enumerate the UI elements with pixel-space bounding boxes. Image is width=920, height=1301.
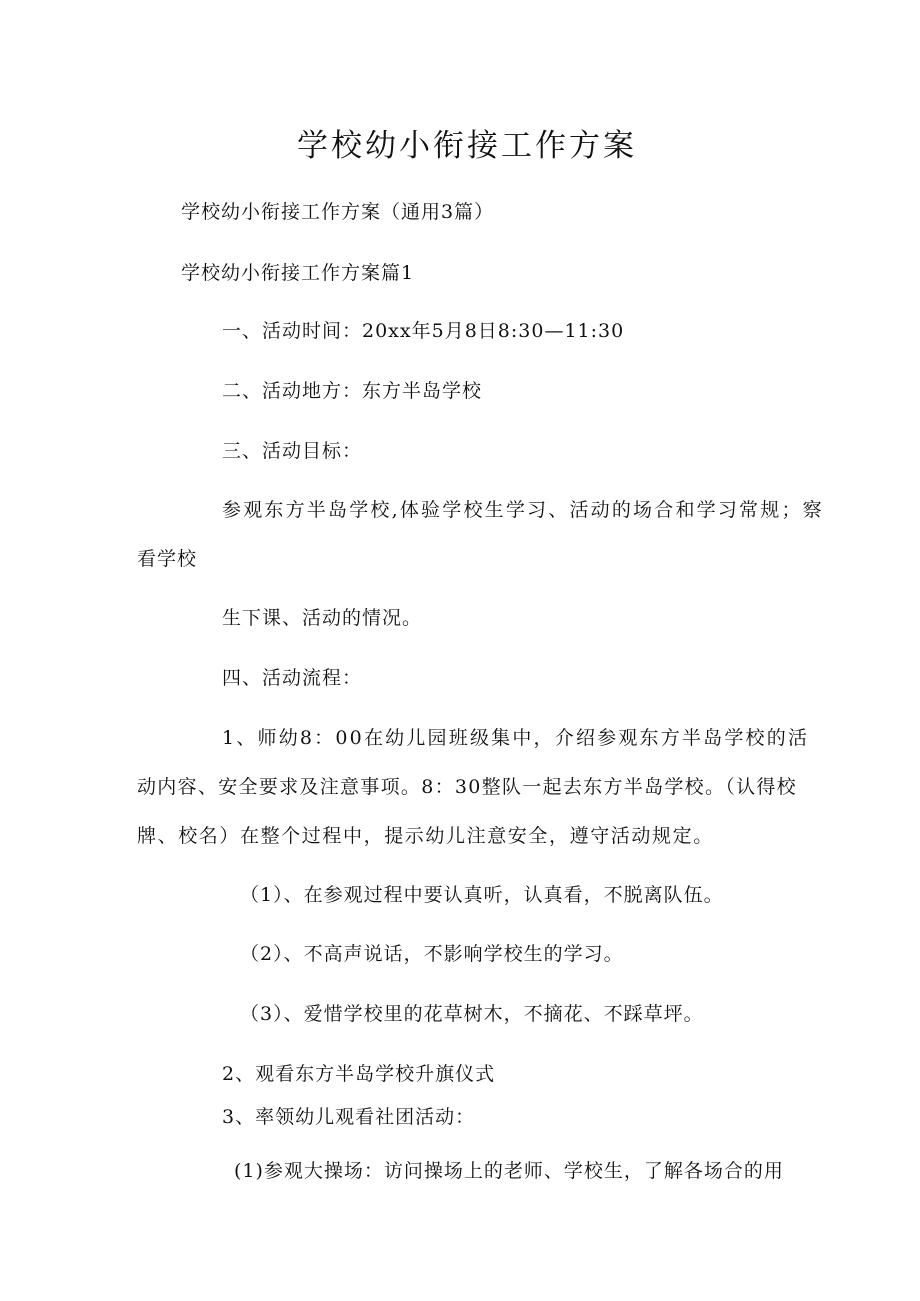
- rule-item-1: （1）、在参观过程中要认真听，认真看，不脱离队伍。: [240, 884, 724, 906]
- process-step-1-line-2: 动内容、安全要求及注意事项。8：30整队一起去东方半岛学校。（认得校: [137, 776, 797, 798]
- activity-time-line: 一、活动时间：20xx年5月8日8:30—11:30: [222, 320, 625, 342]
- activity-place-line: 二、活动地方：东方半岛学校: [222, 380, 483, 402]
- activity-goal-line-3: 生下课、活动的情况。: [222, 607, 423, 629]
- process-step-2: 2、观看东方半岛学校升旗仪式: [222, 1063, 496, 1085]
- activity-goal-line-1: 参观东方半岛学校,体验学校生学习、活动的场合和学习常规；察: [222, 499, 824, 521]
- activity-goal-heading: 三、活动目标：: [222, 440, 363, 462]
- process-step-3: 3、率领幼儿观看社团活动：: [222, 1106, 476, 1128]
- document-subtitle: 学校幼小衔接工作方案（通用3篇）: [181, 201, 495, 223]
- document-title: 学校幼小衔接工作方案: [297, 128, 637, 164]
- process-step-3-item-1: (1)参观大操场：访问操场上的老师、学校生，了解各场合的用: [234, 1160, 784, 1182]
- rule-item-2: （2）、不高声说话，不影响学校生的学习。: [240, 943, 624, 965]
- process-step-1-line-1: 1、师幼8：00在幼儿园班级集中，介绍参观东方半岛学校的活: [222, 727, 810, 749]
- process-step-1-line-3: 牌、校名）在整个过程中，提示幼儿注意安全，遵守活动规定。: [137, 825, 714, 847]
- activity-process-heading: 四、活动流程：: [222, 667, 363, 689]
- rule-item-3: （3）、爱惜学校里的花草树木，不摘花、不踩草坪。: [240, 1003, 704, 1025]
- activity-goal-line-2: 看学校: [137, 548, 198, 570]
- section-heading: 学校幼小衔接工作方案篇1: [181, 262, 415, 284]
